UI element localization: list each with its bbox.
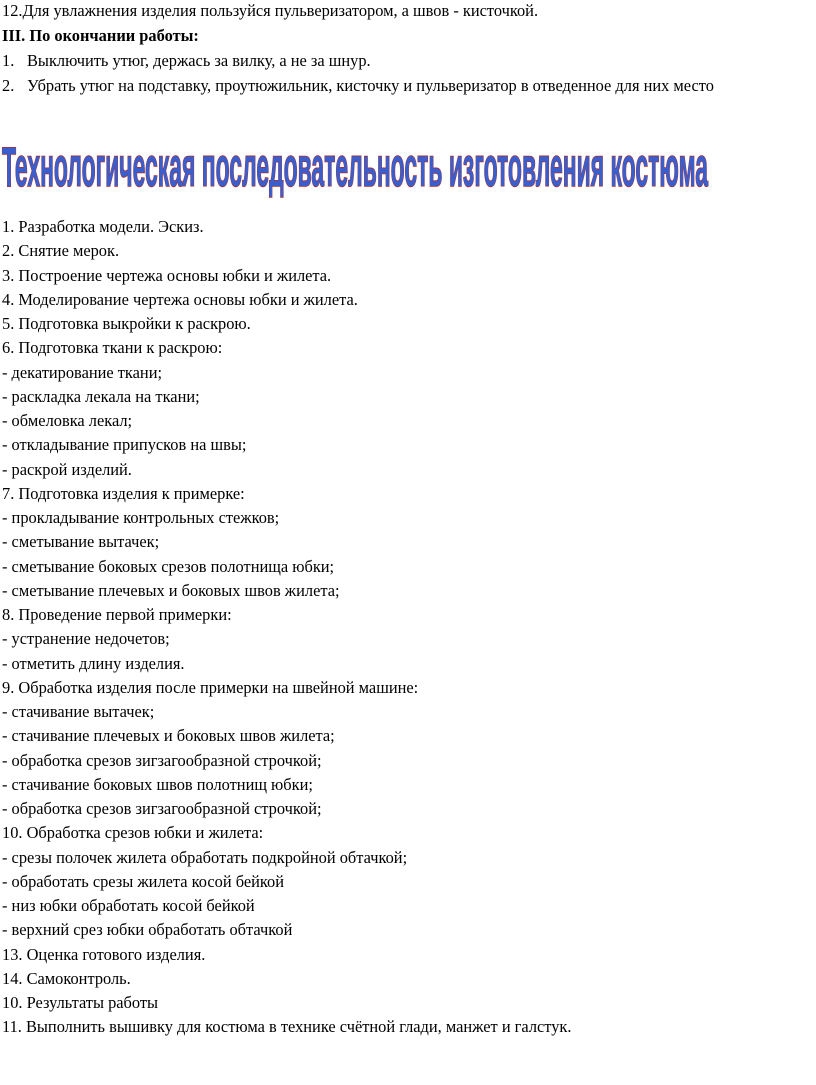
step-line: - раскрой изделий. xyxy=(2,459,132,479)
step-line: - обмеловка лекал; xyxy=(2,411,133,430)
step-line: - срезы полочек жилета обработать подкройной обтачкой; xyxy=(2,847,408,867)
list-item-2-number: 2. xyxy=(2,76,15,95)
step-line: - раскладка лекала на ткани; xyxy=(2,386,200,406)
step-line: 14. Самоконтроль. xyxy=(2,968,131,988)
step-line: 4. Моделирование чертежа основы юбки и жилета. xyxy=(2,289,358,309)
step-line: 10. Результаты работы xyxy=(2,993,159,1012)
step-line: - низ юбки обработать косой бейкой xyxy=(2,896,255,915)
step-line: - откладывание припусков на швы; xyxy=(2,435,247,455)
step-line: - стачивание боковых швов полотнищ юбки; xyxy=(2,774,313,794)
step-line: 9. Обработка изделия после примерки на швейной машине: xyxy=(2,677,419,697)
step-line: 3. Построение чертежа основы юбки и жилета. xyxy=(2,265,332,285)
wordart-title-text: Технологическая последовательность изготовления костюма xyxy=(2,135,709,198)
list-item-2 xyxy=(2,76,714,96)
step-line: - декатирование ткани; xyxy=(2,362,163,382)
step-line: - сметывание вытачек; xyxy=(2,532,160,552)
list-item-1 xyxy=(2,51,371,71)
step-line: - сметывание боковых срезов полотнища юбки; xyxy=(2,556,335,576)
step-line: 7. Подготовка изделия к примерке: xyxy=(2,483,245,503)
section-heading: III. По окончании работы: xyxy=(2,26,199,45)
step-line: - стачивание вытачек; xyxy=(2,702,155,721)
step-line: - обработка срезов зигзагообразной строчкой; xyxy=(2,750,322,770)
instruction-line-12: 12.Для увлажнения изделия пользуйся пульверизатором, а швов - кисточкой. xyxy=(2,1,539,20)
step-line: - стачивание плечевых и боковых швов жилета; xyxy=(2,726,335,746)
list-item-1-text: Выключить утюг, держась за вилку, а не за шнур. xyxy=(27,51,371,70)
step-line: 10. Обработка срезов юбки и жилета: xyxy=(2,823,264,843)
step-line: - прокладывание контрольных стежков; xyxy=(2,508,280,527)
step-line: 6. Подготовка ткани к раскрою: xyxy=(2,338,223,358)
step-line: - устранение недочетов; xyxy=(2,629,170,649)
step-line: 8. Проведение первой примерки: xyxy=(2,605,232,624)
step-line: - отметить длину изделия. xyxy=(2,653,185,673)
step-line: - сметывание плечевых и боковых швов жилета; xyxy=(2,580,340,600)
step-line: 2. Снятие мерок. xyxy=(2,241,120,261)
wordart-title xyxy=(0,124,712,204)
step-line: - верхний срез юбки обработать обтачкой xyxy=(2,920,293,940)
step-line: - обработка срезов зигзагообразной строчкой; xyxy=(2,799,322,818)
list-item-2-text: Убрать утюг на подставку, проутюжильник, кисточку и пульверизатор в отведенное для них место xyxy=(27,76,714,95)
step-line: 5. Подготовка выкройки к раскрою. xyxy=(2,314,251,333)
step-line: 13. Оценка готового изделия. xyxy=(2,944,206,964)
list-item-1-number: 1. xyxy=(2,51,15,70)
step-line: - обработать срезы жилета косой бейкой xyxy=(2,871,284,891)
step-line: 1. Разработка модели. Эскиз. xyxy=(2,217,204,236)
step-line: 11. Выполнить вышивку для костюма в технике счётной глади, манжет и галстук. xyxy=(2,1017,572,1037)
